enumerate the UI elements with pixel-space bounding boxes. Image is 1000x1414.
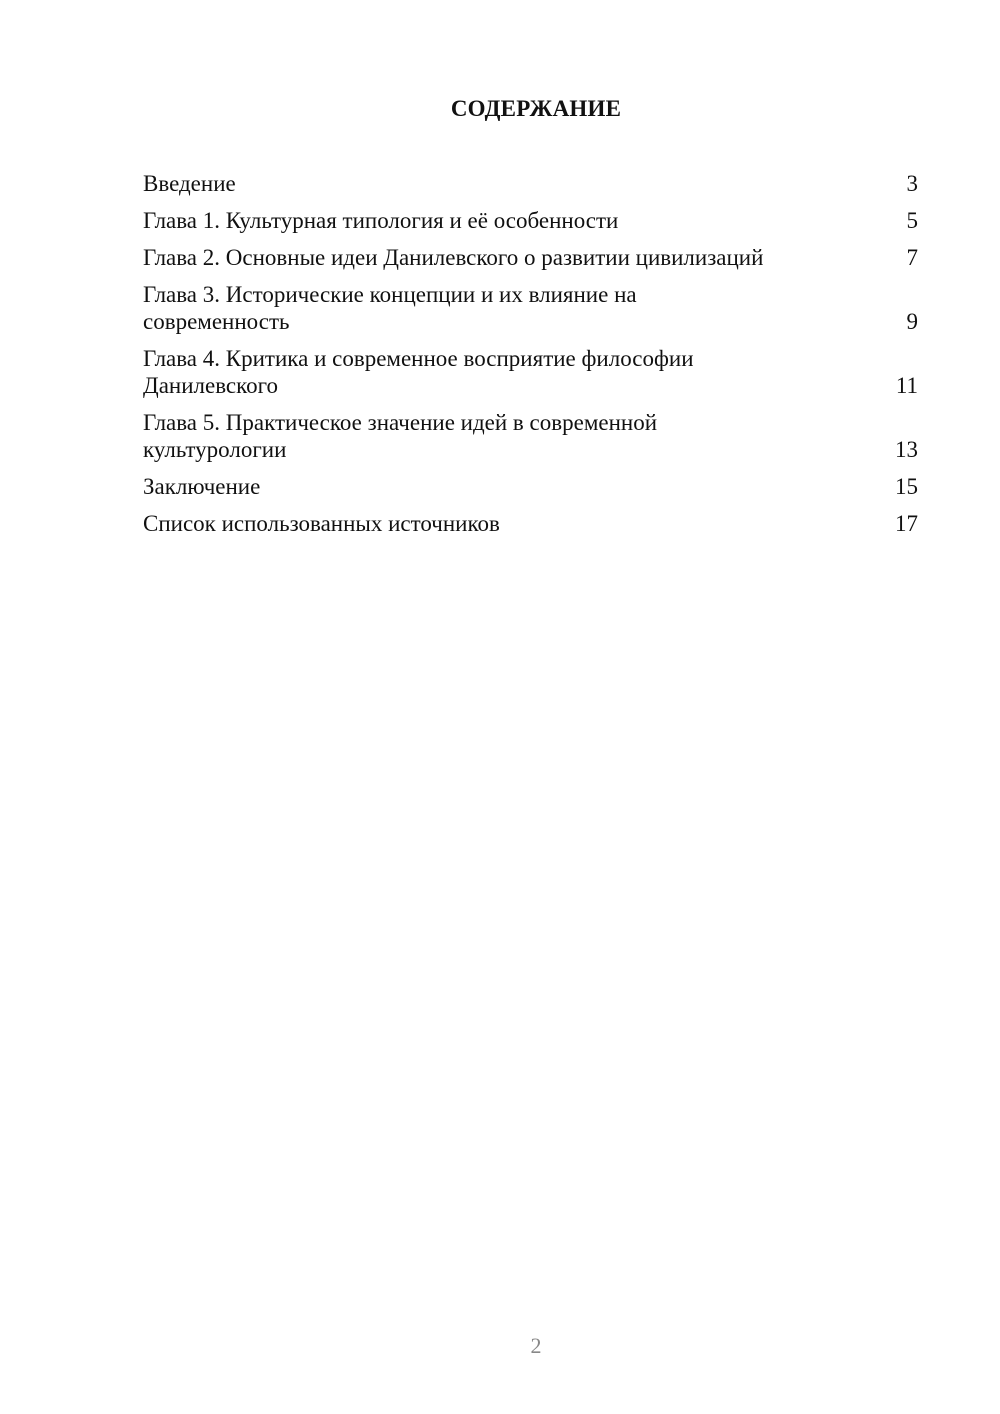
toc-entry-title-line: культурологии	[143, 437, 287, 462]
toc-entry-page: 7	[906, 245, 918, 270]
toc-entry-page: 15	[895, 474, 918, 499]
toc-entry-title-line: Заключение	[143, 474, 261, 499]
toc-entry-page: 9	[906, 309, 918, 334]
toc-entry-page: 17	[895, 511, 918, 536]
toc-entry-page: 11	[895, 373, 918, 398]
toc-entry-title-line: Данилевского	[143, 373, 279, 398]
toc-entry-chapter-1[interactable]	[143, 207, 918, 234]
toc-entry-title-line: Введение	[143, 171, 236, 196]
toc-entry-chapter-2[interactable]	[143, 244, 918, 271]
page-number: 2	[530, 1333, 542, 1358]
page-title: СОДЕРЖАНИЕ	[450, 96, 622, 121]
toc-entry-introduction[interactable]	[143, 170, 918, 197]
toc-entry-title	[143, 473, 888, 500]
toc-entry-chapter-5[interactable]	[143, 409, 918, 463]
toc-entry-page: 13	[895, 437, 918, 462]
toc-entry-title-line: Глава 4. Критика и современное восприятие философии	[143, 346, 694, 371]
toc-entry-title-line: Список использованных источников	[143, 511, 500, 536]
toc-entry-title	[143, 409, 888, 463]
toc-entry-title	[143, 244, 888, 271]
toc-entry-title	[143, 170, 888, 197]
table-of-contents	[143, 170, 918, 547]
toc-entry-title	[143, 345, 888, 399]
toc-entry-title-line: Глава 2. Основные идеи Данилевского о развитии цивилизаций	[143, 245, 764, 270]
toc-entry-chapter-3[interactable]	[143, 281, 918, 335]
toc-entry-title-line: Глава 3. Исторические концепции и их влияние на	[143, 282, 637, 307]
toc-entry-chapter-4[interactable]	[143, 345, 918, 399]
toc-entry-references[interactable]	[143, 510, 918, 537]
toc-entry-title-line: Глава 5. Практическое значение идей в современной	[143, 410, 658, 435]
toc-entry-title	[143, 207, 888, 234]
toc-entry-conclusion[interactable]	[143, 473, 918, 500]
toc-entry-title	[143, 281, 888, 335]
toc-entry-page: 3	[906, 171, 918, 196]
toc-entry-title-line: современность	[143, 309, 290, 334]
toc-entry-title-line: Глава 1. Культурная типология и её особенности	[143, 208, 619, 233]
toc-entry-page: 5	[906, 208, 918, 233]
toc-entry-title	[143, 510, 888, 537]
